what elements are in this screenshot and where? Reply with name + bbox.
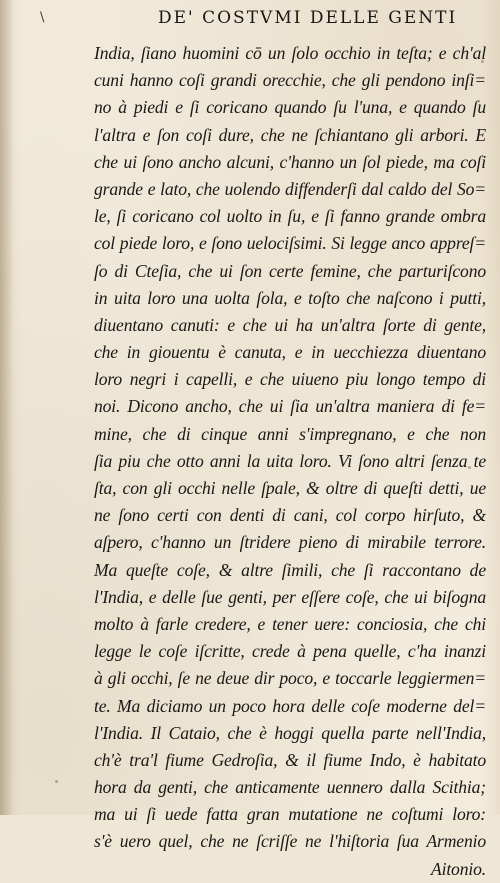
- text-line: l'India. Il Cataio, che è hoggi quella parte nell'India,: [94, 722, 486, 743]
- text-line: che in giouentu è canuta, e in uecchiezza diuentano: [94, 342, 486, 363]
- ink-fleck: [55, 780, 58, 783]
- text-line: à gli occhi, ſe ne deue dir poco, e toccarle leggiermen=: [94, 668, 486, 689]
- text-line: mine, che di cinque anni s'impregnano, e che non: [94, 423, 486, 444]
- text-line: diuentano canuti: e che ui ha un'altra ſorte di gente,: [94, 314, 486, 335]
- ink-fleck: [468, 466, 471, 469]
- text-line: ſta, con gli occhi nelle ſpale, & oltre di queſti detti, ue: [94, 478, 486, 498]
- text-line: Aitonio.: [430, 858, 486, 879]
- running-head: DE' COSTVMI DELLE GENTI: [158, 8, 458, 28]
- text-line: India, ſiano huomini cō un ſolo occhio in teſta; e ch'al: [94, 43, 486, 63]
- text-line: ch'è tra'l fiume Gedroſia, & il fiume Indo, è habitato: [94, 749, 486, 770]
- text-line: ma ui ſi uede fatta gran mutatione ne coſtumi loro:: [94, 804, 486, 825]
- text-line: aſpero, c'hanno un ſtridere pieno di mirabile terrore.: [94, 532, 486, 553]
- text-line: ſia piu che otto anni la uita loro. Vi ſono altri ſenza te: [94, 450, 486, 471]
- body-text: [94, 40, 486, 883]
- text-line: l'India, e delle ſue genti, per eſſere coſe, che ui biſogna: [94, 586, 486, 607]
- text-line: no à piedi e ſi coricano quando ſu l'una, e quando ſu: [94, 97, 486, 118]
- gutter-shadow: [0, 0, 14, 815]
- text-line: Ma queſte coſe, & altre ſimili, che ſi raccontano de: [94, 559, 486, 580]
- text-line: in uita loro una uolta ſola, e toſto che naſcono i putti,: [94, 287, 486, 308]
- text-line: molto à farle credere, e tener uere: conciosia, che chi: [94, 613, 486, 634]
- text-line: le, ſi coricano col uolto in ſu, e ſi fanno grande ombra: [94, 206, 486, 227]
- text-line: legge le coſe iſcritte, crede à pena quelle, c'ha inanzi: [94, 641, 486, 662]
- text-line: col piede loro, e ſono uelociſsimi. Si legge anco appreſ=: [94, 233, 486, 254]
- ink-fleck: [481, 60, 484, 63]
- text-line: grande e lato, che uolendo diffenderſi dal caldo del So=: [94, 178, 486, 199]
- text-line: che ui ſono ancho alcuni, c'hanno un ſol piede, ma coſi: [94, 151, 486, 172]
- text-line: l'altra e ſon coſi dure, che ne ſchiantano gli arbori. E: [94, 124, 486, 145]
- text-line: ne ſono certi con denti di cani, col corpo hirſuto, &: [94, 505, 486, 526]
- margin-mark: \: [40, 10, 45, 25]
- text-line: ſo di Cteſia, che ui ſon certe femine, che parturiſcono: [94, 260, 486, 281]
- text-line: noi. Dicono ancho, che ui ſia un'altra maniera di fe=: [94, 396, 486, 417]
- text-line: te. Ma diciamo un poco hora delle coſe moderne del=: [94, 695, 486, 716]
- text-line: s'è uero quel, che ne ſcriſſe ne l'hiſtoria ſua Armenio: [94, 831, 486, 852]
- text-line: cuni hanno coſi grandi orecchie, che gli pendono inſi=: [94, 70, 486, 91]
- text-line: loro negri i capelli, e che uiueno piu longo tempo di: [94, 369, 486, 390]
- text-line: hora da genti, che anticamente uennero dalla Scithia;: [94, 777, 486, 798]
